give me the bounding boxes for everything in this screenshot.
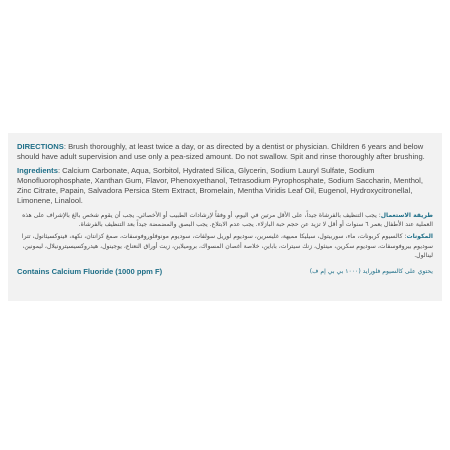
label-panel — [8, 133, 442, 301]
arabic-ingredients-text: : كالسيوم كربونات، ماء، سوربيتول، سيليكا مميهة، غليسرين، سوديوم لوريل سولفات، سوديوم مونوفلوروفوسفات، صمغ كزانتان، نكهة، فينوكسيثانول، تترا سوديوم بيروفوسفات، سوديوم سكرين، مينثول، زنك سيترات، باباين، خلاصة أغصان المسواك، بروميلاين، زيت أوراق النعناع، يوجينول، هيدروكسيسيترونيلال، ليمونين، لينالول. — [21, 232, 433, 260]
arabic-ingredients-label: المكونات — [406, 232, 433, 240]
fluoride-arabic: يحتوي على كالسيوم فلورايد (١٠٠٠ بي بي إم ف) — [309, 267, 433, 275]
arabic-ingredients-paragraph — [17, 232, 433, 261]
directions-paragraph — [17, 142, 433, 163]
ingredients-text: : Calcium Carbonate, Aqua, Sorbitol, Hydrated Silica, Glycerin, Sodium Lauryl Sulfate, Sodium Monofluorophosphate, Xanthan Gum, Flavor, Phenoxyethanol, Tetrasodium Pyrophosphate, Sodium Saccharin, Menthol, Zinc Citrate, Papain, Salvadora Persica Stem Extract, Bromelain, Mentha Viridis Leaf Oil, Eugenol, Hydroxycitronellal, Limonene, Linalool. — [17, 165, 423, 206]
directions-label: DIRECTIONS — [17, 142, 64, 151]
fluoride-row — [17, 266, 433, 277]
directions-text: : Brush thoroughly, at least twice a day, or as directed by a dentist or physician. Children 6 years and below should have adult supervision and use only a pea-sized amount. Do not swallow. Spit and rinse thoroughly after brushing. — [17, 142, 425, 162]
arabic-directions-paragraph — [17, 211, 433, 230]
ingredients-label: Ingredients — [17, 165, 58, 175]
fluoride-english: Contains Calcium Fluoride (1000 ppm F) — [17, 266, 163, 276]
arabic-directions-label: طريقة الاستعمال — [380, 211, 433, 219]
arabic-directions-text: : يجب التنظيف بالفرشاة جيداً، على الأقل مرتين في اليوم، أو وفقاً لإرشادات الطبيب أو الأخصائي. يجب أن يقوم شخص بالغ بالإشراف على هذه العملية عند الأطفال بعمر ٦ سنوات أو أقل لا تزيد عن حجم حبة البازلاء. يجب عدم الابتلاع. يجب البصق والمضمضة جيداً بعد التنظيف بالفرشاة. — [22, 211, 433, 229]
ingredients-paragraph — [17, 166, 433, 207]
